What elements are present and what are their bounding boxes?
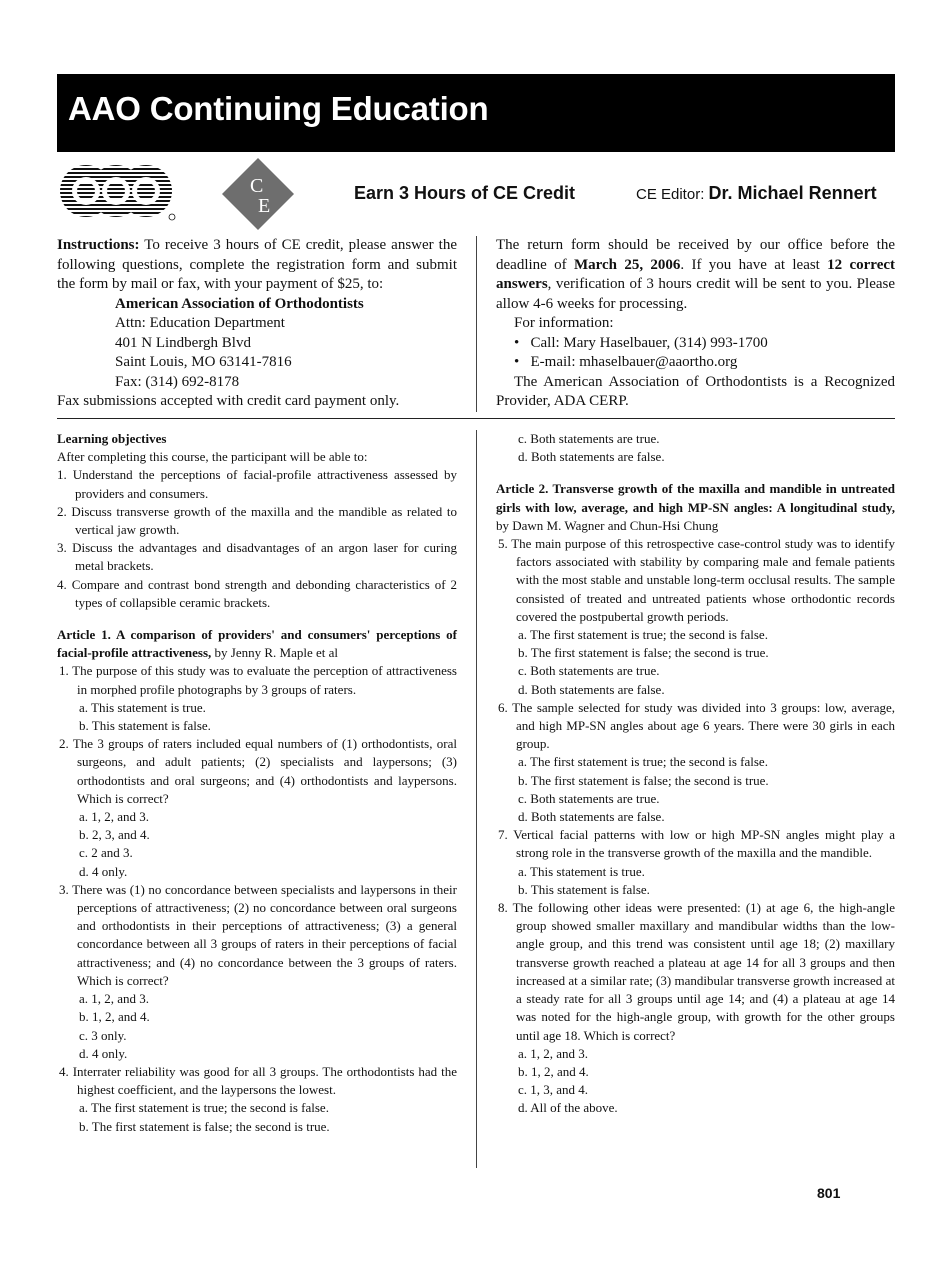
- ce-editor-label: CE Editor:: [636, 186, 705, 203]
- answer-option: a. 1, 2, and 3.: [518, 1045, 589, 1061]
- objective-item: 2. Discuss transverse growth of the maxilla and the mandible as related to vertical jaw growth.: [57, 503, 457, 538]
- column-divider: [476, 430, 477, 1168]
- answer-option: a. The first statement is true; the second is false.: [518, 627, 768, 643]
- answer-option: a. The first statement is true; the second is false.: [79, 1100, 329, 1116]
- instructions-label: Instructions:: [57, 237, 140, 253]
- header-banner: [57, 74, 895, 152]
- question-5: 5. The main purpose of this retrospective case-control study was to identify factors associated with stability by comparing male and female patients with the most stable and unstable long-term occlusal results. The sample consisted of treated and untreated patients whose orthodontic records covered the postpubertal growth periods.: [498, 536, 895, 624]
- column-divider: [476, 236, 477, 412]
- address-org: American Association of Orthodontists: [115, 295, 364, 312]
- question-2: 2. The 3 groups of raters included equal numbers of (1) orthodontists, oral surgeons, and adult patients; (2) specialists and laypersons; (3) orthodontists and oral surgeons; and (4) orthodontists and laypersons. Which is correct?: [59, 736, 457, 806]
- address-line: Saint Louis, MO 63141-7816: [115, 354, 292, 370]
- svg-text:E: E: [258, 195, 271, 217]
- answer-option: b. The first statement is false; the second is true.: [518, 645, 769, 661]
- section-divider: [57, 418, 895, 419]
- question-8: 8. The following other ideas were presented: (1) at age 6, the high-angle group showed smaller maxillary and mandibular widths than the low-angle group, and this trend was consistent until age 18; (2) maxillary transverse growth reached a plateau at age 14 for all 3 groups and then increased at a similar rate; (3) mandibular transverse growth increased at a steady rate for all 3 groups until age 14; and (4) a plateau at age 14 was noted for the high-angle group, with growth for the other groups until age 18. Which is correct?: [498, 900, 895, 1043]
- answer-option: d. All of the above.: [518, 1100, 618, 1116]
- article2-heading: [496, 480, 895, 535]
- answer-option: d. Both statements are false.: [518, 681, 665, 697]
- answer-option: d. Both statements are false.: [518, 449, 665, 465]
- answer-option: c. 2 and 3.: [79, 845, 133, 861]
- svg-text:C: C: [250, 175, 264, 197]
- mailing-address: [57, 295, 457, 393]
- return-info-block: [496, 236, 895, 412]
- objective-item: 3. Discuss the advantages and disadvantages of an argon laser for curing metal brackets.: [57, 540, 457, 574]
- return-text: The return form should be received by our office before the deadline of: [496, 237, 895, 273]
- question-6: 6. The sample selected for study was divided into 3 groups: low, average, and high MP-SN angles about age 6 years. There were 30 girls in each group.: [498, 699, 895, 752]
- contact-email: • E-mail: mhaselbauer@aaortho.org: [514, 354, 738, 370]
- ce-credit-label: Earn 3 Hours of CE Credit: [354, 183, 576, 203]
- banner-title: AAO Continuing Education: [68, 90, 489, 127]
- article2-title: Article 2. Transverse growth of the maxilla and mandible in untreated girls with low, average, and high MP-SN angles: A longitudinal study,: [496, 481, 895, 515]
- correct-answers: 12 correct answers: [496, 256, 896, 292]
- article2-authors: by Dawn M. Wagner and Chun-Hsi Chung: [496, 517, 719, 533]
- article1-authors: by Jenny R. Maple et al: [211, 645, 339, 661]
- contact-email-text: E-mail: mhaselbauer@aaortho.org: [530, 354, 738, 370]
- return-text: . If you have at least: [680, 256, 828, 273]
- answer-option: a. 1, 2, and 3.: [79, 809, 150, 825]
- left-column: [57, 430, 457, 1136]
- ce-editor: [636, 183, 877, 204]
- answer-option: b. This statement is false.: [518, 881, 650, 897]
- answer-option: c. Both statements are true.: [518, 790, 660, 806]
- deadline-date: March 25, 2006: [573, 256, 681, 273]
- question-3: 3. There was (1) no concordance between specialists and laypersons in their perceptions of attractiveness; (2) no concordance between oral surgeons and orthodontists in their perceptions of attractiveness; (3) a general concordance between all 3 groups of raters in their perceptions of facial attractiveness; and (4) no concordance between the 3 groups of raters. Which is correct?: [59, 881, 457, 988]
- answer-option: c. 3 only.: [79, 1027, 127, 1043]
- answer-option: c. Both statements are true.: [518, 663, 660, 679]
- provider-note: The American Association of Orthodontists is a Recognized Provider, ADA CERP.: [496, 373, 895, 409]
- objective-item: 4. Compare and contrast bond strength and debonding characteristics of 2 types of collapsible ceramic brackets.: [57, 576, 457, 610]
- question-1: 1. The purpose of this study was to evaluate the perception of attractiveness in morphed profile photographs by 3 groups of raters.: [59, 663, 457, 697]
- page-number: 801: [817, 1185, 841, 1201]
- question-7: 7. Vertical facial patterns with low or high MP-SN angles might play a strong role in the transverse growth of the maxilla and the mandible.: [498, 827, 895, 861]
- answer-option: b. 1, 2, and 4.: [79, 1009, 150, 1025]
- for-information-label: For information:: [514, 315, 614, 331]
- answer-option: b. The first statement is false; the second is true.: [79, 1118, 330, 1134]
- answer-option: b. 1, 2, and 4.: [518, 1063, 589, 1079]
- answer-option: a. This statement is true.: [518, 863, 645, 879]
- article1-heading: [57, 626, 457, 662]
- ce-diamond-logo-icon: [220, 156, 296, 232]
- answer-option: a. This statement is true.: [79, 699, 206, 715]
- ce-editor-name: Dr. Michael Rennert: [708, 183, 877, 203]
- return-text: , verification of 3 hours credit will be sent to you. Please allow 4-6 weeks for processing.: [496, 276, 895, 312]
- answer-option: c. 1, 3, and 4.: [518, 1082, 589, 1098]
- contact-call-text: Call: Mary Haselbauer, (314) 993-1700: [530, 334, 768, 351]
- answer-option: d. Both statements are false.: [518, 809, 665, 825]
- aao-logo-icon: [58, 160, 178, 222]
- answer-option: d. 4 only.: [79, 863, 128, 879]
- article1-title: Article 1. A comparison of providers' and consumers' perceptions of facial-profile attractiveness,: [57, 627, 457, 661]
- answer-option: c. Both statements are true.: [518, 431, 660, 446]
- answer-option: d. 4 only.: [79, 1045, 128, 1061]
- address-line: Attn: Education Department: [115, 315, 285, 331]
- contact-call: • Call: Mary Haselbauer, (314) 993-1700: [514, 334, 768, 351]
- instructions-text: To receive 3 hours of CE credit, please answer the following questions, complete the registration form and submit the form by mail or fax, with your payment of $25, to:: [57, 237, 457, 292]
- instructions-block: [57, 236, 457, 412]
- answer-option: a. The first statement is true; the second is false.: [518, 754, 768, 770]
- objective-item: 1. Understand the perceptions of facial-profile attractiveness assessed by providers and consumers.: [57, 467, 457, 501]
- address-line: 401 N Lindbergh Blvd: [115, 334, 251, 351]
- answer-option: b. The first statement is false; the second is true.: [518, 772, 769, 788]
- question-4: 4. Interrater reliability was good for all 3 groups. The orthodontists had the highest coefficient, and the laypersons the lowest.: [59, 1063, 457, 1098]
- answer-option: b. This statement is false.: [79, 718, 211, 734]
- answer-option: a. 1, 2, and 3.: [79, 991, 150, 1007]
- objectives-intro: After completing this course, the participant will be able to:: [57, 449, 368, 465]
- answer-option: b. 2, 3, and 4.: [79, 827, 150, 843]
- address-line: Fax: (314) 692-8178: [115, 373, 240, 390]
- objectives-heading: Learning objectives: [57, 431, 167, 446]
- right-column: [496, 430, 895, 1118]
- fax-note: Fax submissions accepted with credit card payment only.: [57, 393, 400, 409]
